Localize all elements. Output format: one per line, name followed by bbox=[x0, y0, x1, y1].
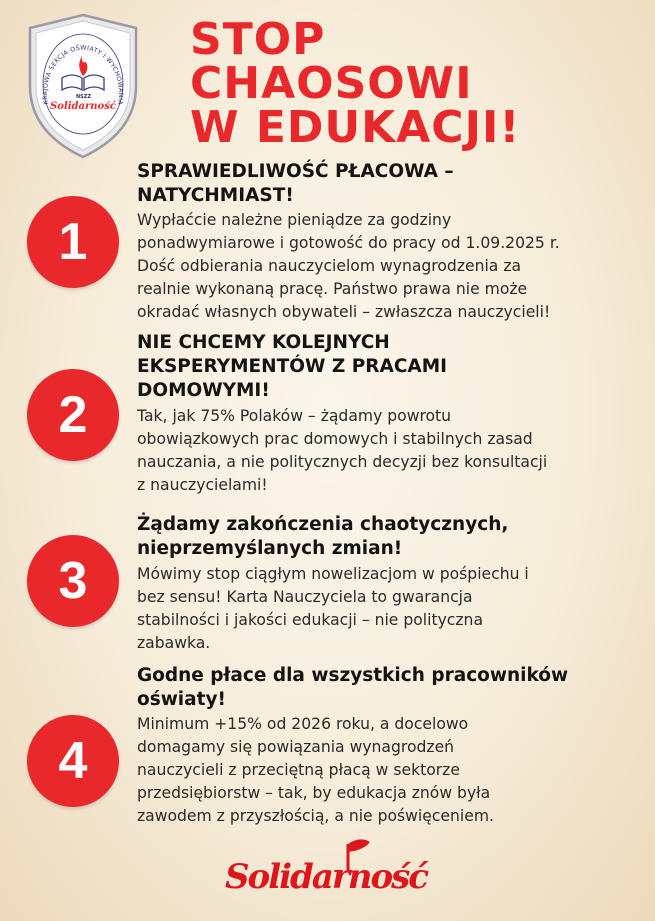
logo-wordmark: Solidarność bbox=[50, 101, 116, 112]
solidarnosc-logo bbox=[224, 832, 428, 900]
number-badge: 1 bbox=[27, 196, 119, 288]
number-badge: 4 bbox=[27, 715, 119, 807]
body-line: nauczania, a nie politycznych decyzji bez konsultacji bbox=[137, 453, 548, 471]
demand-body bbox=[137, 713, 642, 828]
body-line: Minimum +15% od 2026 roku, a docelowo bbox=[137, 715, 469, 733]
body-line: ponadwymiarowe i gotowość do pracy od 1.09.2025 r. bbox=[137, 234, 560, 252]
demand-heading bbox=[137, 331, 637, 403]
title-line-1: STOP bbox=[190, 14, 326, 65]
page-title bbox=[190, 14, 521, 153]
body-line: Mówimy stop ciągłym nowelizacjom w pośpiechu i bbox=[137, 565, 529, 583]
body-line: nauczycieli z przeciętną płacą w sektorze bbox=[137, 761, 460, 779]
demand-heading bbox=[137, 664, 637, 712]
demand-body bbox=[137, 563, 642, 655]
heading-line: Godne płace dla wszystkich pracowników bbox=[137, 665, 569, 686]
logo-abbr: NSZZ bbox=[76, 94, 92, 100]
logo-ring-text: KRAJOWA SEKCJA OŚWIATY I WYCHOWANIA bbox=[41, 44, 125, 106]
heading-line: NIE CHCEMY KOLEJNYCH bbox=[137, 332, 390, 353]
heading-line: EKSPERYMENTÓW Z PRACAMI bbox=[137, 356, 448, 377]
number-badge: 2 bbox=[27, 369, 119, 461]
union-section-logo bbox=[24, 12, 142, 160]
title-line-3: W EDUKACJI! bbox=[190, 102, 521, 153]
heading-line: SPRAWIEDLIWOŚĆ PŁACOWA – bbox=[137, 161, 454, 182]
body-line: bez sensu! Karta Nauczyciela to gwarancja bbox=[137, 588, 473, 606]
heading-line: oświaty! bbox=[137, 689, 226, 710]
body-line: z nauczycielami! bbox=[137, 476, 268, 494]
demand-body bbox=[137, 209, 642, 324]
body-line: przedsiębiorstw – tak, by edukacja znów była bbox=[137, 784, 491, 802]
heading-line: nieprzemyślanych zmian! bbox=[137, 538, 403, 559]
body-line: obowiązkowych prac domowych i stabilnych zasad bbox=[137, 430, 533, 448]
flag-icon bbox=[348, 839, 370, 852]
body-line: Tak, jak 75% Polaków – żądamy powrotu bbox=[137, 407, 452, 425]
number-badge: 3 bbox=[27, 535, 119, 627]
title-line-2: CHAOSOWI bbox=[190, 58, 473, 109]
body-line: Wypłaćcie należne pieniądze za godziny bbox=[137, 211, 452, 229]
heading-line: DOMOWYMI! bbox=[137, 380, 270, 401]
heading-line: NATYCHMIAST! bbox=[137, 185, 294, 206]
demand-body bbox=[137, 405, 642, 497]
footer-wordmark: Solidarność bbox=[224, 857, 428, 897]
body-line: zawodem z przyszłością, a nie poświęceniem. bbox=[137, 807, 494, 825]
demand-heading bbox=[137, 513, 637, 561]
body-line: realnie wykonaną pracę. Państwo prawa nie może bbox=[137, 280, 528, 298]
body-line: okradać własnych obywateli – zwłaszcza nauczycieli! bbox=[137, 303, 551, 321]
body-line: Dość odbierania nauczycielom wynagrodzenia za bbox=[137, 257, 522, 275]
body-line: zabawka. bbox=[137, 634, 211, 652]
body-line: domagamy się powiązania wynagrodzeń bbox=[137, 738, 455, 756]
heading-line: Żądamy zakończenia chaotycznych, bbox=[137, 514, 509, 535]
body-line: stabilności i jakości edukacji – nie polityczna bbox=[137, 611, 483, 629]
demand-heading bbox=[137, 160, 637, 208]
